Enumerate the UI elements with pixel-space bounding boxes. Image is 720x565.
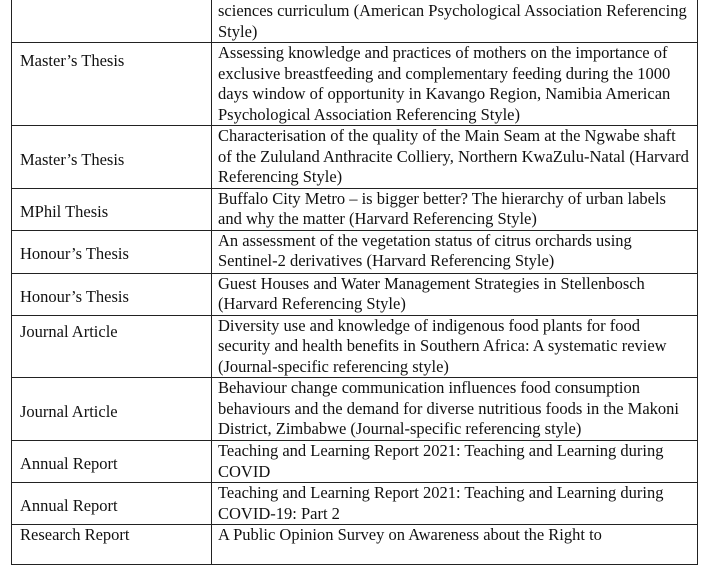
table-row xyxy=(12,0,698,43)
document-title-cell[interactable]: A Public Opinion Survey on Awareness about the Right to xyxy=(212,525,698,565)
table-row xyxy=(12,525,698,565)
document-table xyxy=(11,0,698,565)
table-row xyxy=(12,188,698,230)
document-title-cell[interactable]: Teaching and Learning Report 2021: Teaching and Learning during COVID-19: Part 2 xyxy=(212,483,698,525)
table-row xyxy=(12,43,698,126)
table-row xyxy=(12,126,698,189)
document-title-cell[interactable]: Behaviour change communication influences food consumption behaviours and the demand for diverse nutritious foods in the Makoni District, Zimbabwe (Journal-specific referencing style) xyxy=(212,378,698,441)
table-row xyxy=(12,483,698,525)
document-type-cell: Annual Report xyxy=(12,483,212,525)
document-type-cell xyxy=(12,0,212,43)
document-type-cell: Journal Article xyxy=(12,378,212,441)
document-type-cell: Research Report xyxy=(12,525,212,565)
table-row xyxy=(12,273,698,315)
table-row xyxy=(12,315,698,378)
document-type-cell: Journal Article xyxy=(12,315,212,378)
table-row xyxy=(12,230,698,273)
document-type-cell: Master’s Thesis xyxy=(12,43,212,126)
document-title-cell[interactable]: Buffalo City Metro – is bigger better? The hierarchy of urban labels and why the matter (Harvard Referencing Style) xyxy=(212,188,698,230)
table-row xyxy=(12,441,698,483)
table-row xyxy=(12,378,698,441)
document-title-cell[interactable]: Assessing knowledge and practices of mothers on the importance of exclusive breastfeeding and complementary feeding during the 1000 days window of opportunity in Kavango Region, Namibia American Psychological Association Referencing Style) xyxy=(212,43,698,126)
document-type-cell: Master’s Thesis xyxy=(12,126,212,189)
document-title-cell[interactable]: Diversity use and knowledge of indigenous food plants for food security and health benefits in Southern Africa: A systematic review (Journal-specific referencing style) xyxy=(212,315,698,378)
document-type-cell: Annual Report xyxy=(12,441,212,483)
document-type-cell: Honour’s Thesis xyxy=(12,230,212,273)
document-title-cell[interactable]: An assessment of the vegetation status of citrus orchards using Sentinel-2 derivatives (Harvard Referencing Style) xyxy=(212,230,698,273)
document-title-cell[interactable]: sciences curriculum (American Psychological Association Referencing Style) xyxy=(212,0,698,43)
document-title-cell[interactable]: Characterisation of the quality of the Main Seam at the Ngwabe shaft of the Zululand Anthracite Colliery, Northern KwaZulu-Natal (Harvard Referencing Style) xyxy=(212,126,698,189)
document-type-cell: MPhil Thesis xyxy=(12,188,212,230)
document-title-cell[interactable]: Teaching and Learning Report 2021: Teaching and Learning during COVID xyxy=(212,441,698,483)
document-title-cell[interactable]: Guest Houses and Water Management Strategies in Stellenbosch (Harvard Referencing Style) xyxy=(212,273,698,315)
document-type-cell: Honour’s Thesis xyxy=(12,273,212,315)
